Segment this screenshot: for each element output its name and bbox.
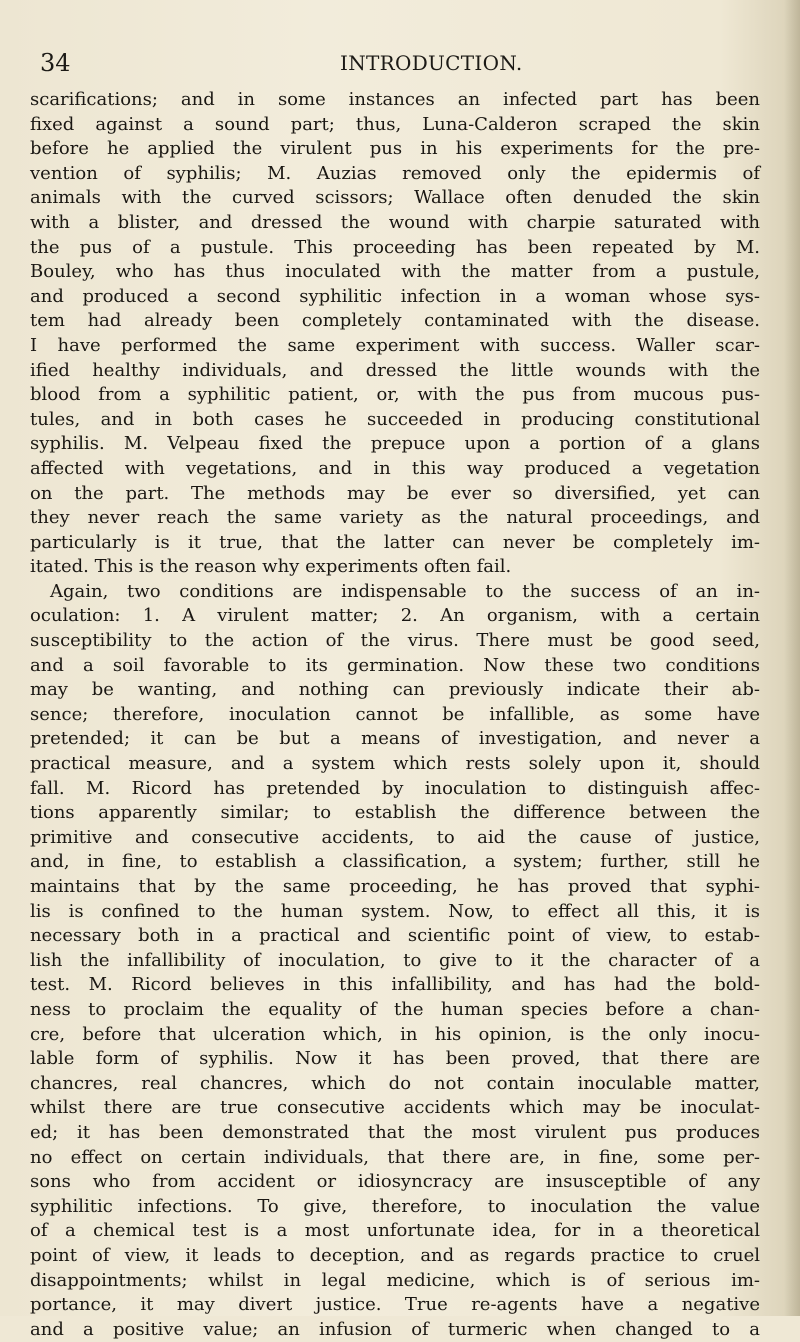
text-line: Bouley, who has thus inoculated with the matter from a pustule,	[30, 261, 760, 283]
text-line: no effect on certain individuals, that there are, in fine, some per-	[30, 1146, 760, 1168]
text-line: pretended; it can be but a means of investigation, and never a	[30, 728, 760, 750]
page-header	[40, 46, 750, 80]
text-line: tem had already been completely contaminated with the disease.	[30, 310, 760, 332]
text-line: practical measure, and a system which rests solely upon it, should	[30, 753, 760, 775]
text-line: animals with the curved scissors; Wallace often denuded the skin	[30, 187, 760, 209]
text-line: lish the infallibility of inoculation, to give to it the character of a	[30, 949, 760, 971]
text-line: and a soil favorable to its germination. Now these two conditions	[30, 654, 760, 676]
text-line: affected with vegetations, and in this way produced a vegetation	[30, 457, 760, 479]
text-line: scarifications; and in some instances an infected part has been	[30, 89, 760, 110]
text-line: disappointments; whilst in legal medicine, which is of serious im-	[30, 1269, 760, 1291]
text-line: primitive and consecutive accidents, to aid the cause of justice,	[30, 826, 760, 848]
text-line: fall. M. Ricord has pretended by inoculation to distinguish affec-	[30, 777, 760, 799]
page-number: 34	[40, 49, 71, 77]
text-line: lable form of syphilis. Now it has been proved, that there are	[30, 1048, 760, 1070]
text-line: and produced a second syphilitic infection in a woman whose sys-	[30, 285, 760, 307]
text-line: with a blister, and dressed the wound with charpie saturated with	[30, 211, 760, 233]
text-line: fixed against a sound part; thus, Luna-Calderon scraped the skin	[30, 113, 760, 135]
text-line: whilst there are true consecutive accidents which may be inoculat-	[30, 1097, 760, 1119]
page-gutter-shadow	[784, 0, 800, 1316]
text-line: lis is confined to the human system. Now, to effect all this, it is	[30, 900, 760, 922]
body-text	[30, 88, 760, 1342]
text-line: syphilitic infections. To give, therefore, to inoculation the value	[30, 1195, 760, 1217]
text-line: maintains that by the same proceeding, he has proved that syphi-	[30, 876, 760, 897]
text-line: and a positive value; an infusion of turmeric when changed to a	[30, 1318, 760, 1340]
text-line: point of view, it leads to deception, and as regards practice to cruel	[30, 1244, 760, 1266]
text-line: ified healthy individuals, and dressed the little wounds with the	[30, 359, 760, 381]
text-line: ed; it has been demonstrated that the most virulent pus produces	[30, 1121, 760, 1143]
running-head: INTRODUCTION.	[340, 51, 523, 75]
text-line: susceptibility to the action of the virus. There must be good seed,	[30, 630, 760, 652]
text-line: ness to proclaim the equality of the human species before a chan-	[30, 998, 760, 1020]
text-line: necessary both in a practical and scientific point of view, to estab-	[30, 925, 760, 947]
text-line: syphilis. M. Velpeau fixed the prepuce upon a portion of a glans	[30, 433, 760, 455]
text-line: vention of syphilis; M. Auzias removed only the epidermis of	[30, 162, 760, 184]
text-line: chancres, real chancres, which do not contain inoculable matter,	[30, 1072, 760, 1094]
text-line: tions apparently similar; to establish the difference between the	[30, 802, 760, 824]
text-line: oculation: 1. A virulent matter; 2. An organism, with a certain	[30, 605, 760, 627]
text-line: before he applied the virulent pus in his experiments for the pre-	[30, 138, 760, 160]
text-line: of a chemical test is a most unfortunate idea, for in a theoretical	[30, 1220, 760, 1242]
text-line: the pus of a pustule. This proceeding has been repeated by M.	[30, 236, 760, 258]
text-line: sence; therefore, inoculation cannot be infallible, as some have	[30, 703, 760, 725]
text-line: on the part. The methods may be ever so diversified, yet can	[30, 482, 760, 504]
text-line: portance, it may divert justice. True re-agents have a negative	[30, 1294, 760, 1316]
text-line: itated. This is the reason why experiments often fail.	[30, 556, 512, 578]
text-line: tules, and in both cases he succeeded in producing constitutional	[30, 408, 760, 430]
text-line: they never reach the same variety as the natural proceedings, and	[30, 507, 760, 529]
text-line: Again, two conditions are indispensable to the success of an in-	[50, 580, 760, 602]
text-line: cre, before that ulceration which, in his opinion, is the only inocu-	[30, 1023, 760, 1045]
text-line: blood from a syphilitic patient, or, with the pus from mucous pus-	[30, 384, 760, 406]
text-line: particularly is it true, that the latter can never be completely im-	[30, 531, 760, 553]
text-line: and, in fine, to establish a classification, a system; further, still he	[30, 851, 760, 873]
text-line: sons who from accident or idiosyncracy are insusceptible of any	[30, 1171, 760, 1193]
text-line: test. M. Ricord believes in this infallibility, and has had the bold-	[30, 974, 760, 996]
text-line: I have performed the same experiment with success. Waller scar-	[30, 334, 760, 356]
text-line: may be wanting, and nothing can previously indicate their ab-	[30, 679, 760, 701]
